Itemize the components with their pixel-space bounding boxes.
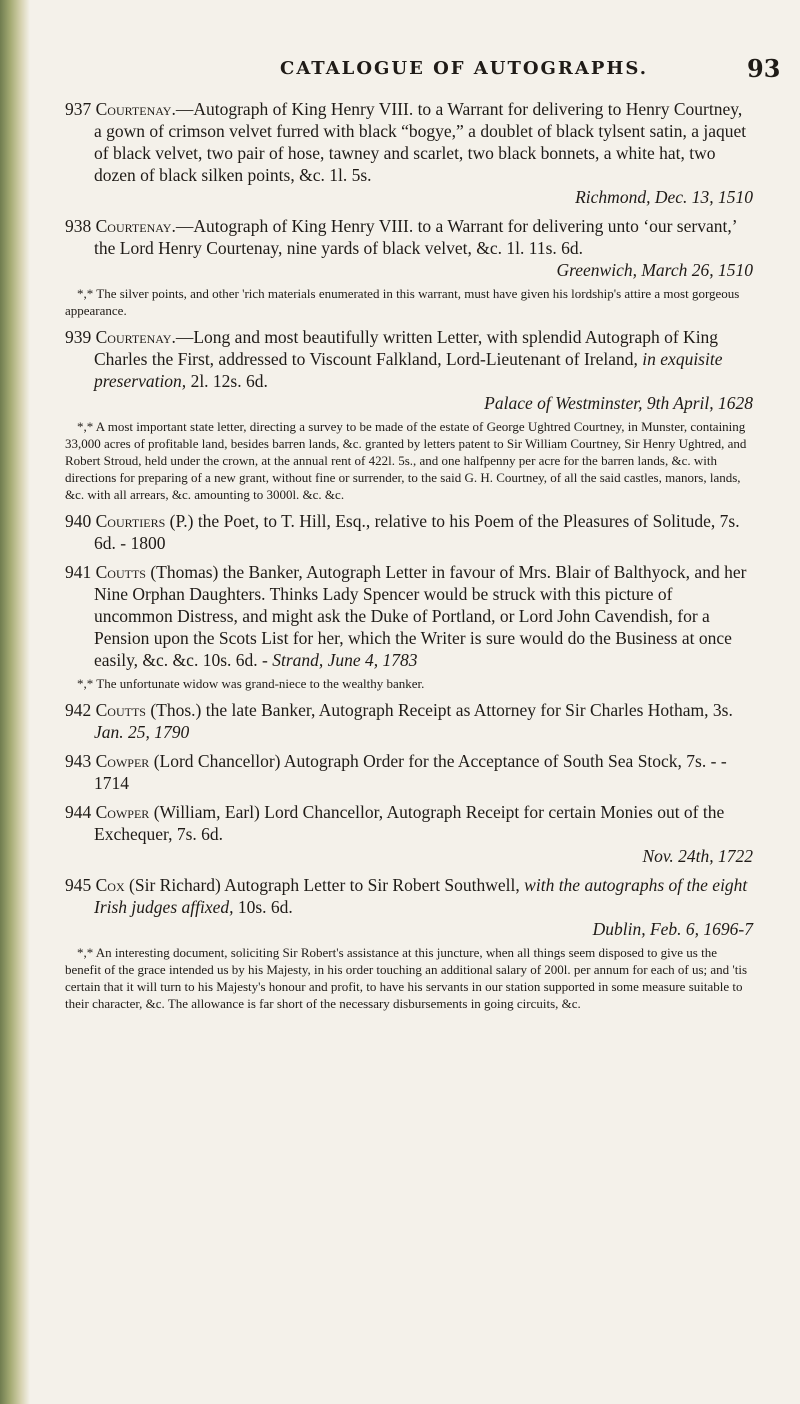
entry-description: (William, Earl) Lord Chancellor, Autograph Receipt for certain Monies out of the Exchequer, 7s. 6d. (94, 802, 725, 844)
entries-list (65, 98, 753, 1019)
entry-name: Courtenay. (95, 216, 176, 236)
entry-942 (65, 699, 753, 743)
entry-place-date: Dublin, Feb. 6, 1696-7 (592, 919, 753, 939)
entry-note: *,* The silver points, and other 'rich materials enumerated in this warrant, must have given his lordship's attire a most gorgeous appearance. (65, 286, 740, 318)
entry-943 (65, 750, 753, 794)
entry-emphasis: with the autographs of the eight Irish judges affixed, (94, 875, 748, 917)
entry-941 (65, 561, 753, 692)
entry-description: (Thos.) the late Banker, Autograph Receipt as Attorney for Sir Charles Hotham, 3s. (150, 700, 733, 720)
entry-place-date: Palace of Westminster, 9th April, 1628 (484, 393, 753, 413)
entry-940 (65, 510, 753, 554)
entry-description: (P.) the Poet, to T. Hill, Esq., relative to his Poem of the Pleasures of Solitude, 7s. 6d. - 1800 (94, 511, 740, 553)
entry-note: *,* An interesting document, soliciting Sir Robert's assistance at this juncture, when all things seem disposed to give us the benefit of the grace intended us by his Majesty, in his order touching an additional salary of 200l. per annum for each of us; and 'tis certain that it will turn to his Majesty's honour and profit, to have his servants in our station supported in some measure suitable to their character, &c. The allowance is far short of the necessary disbursements in going circuits, &c. (65, 945, 748, 1011)
entry-emphasis: in exquisite preservation, (94, 349, 723, 391)
entry-number: 937 (65, 99, 92, 119)
entry-number: 938 (65, 216, 92, 236)
page-header: CATALOGUE OF AUTOGRAPHS. (280, 58, 649, 79)
entry-937 (65, 98, 753, 208)
entry-description: (Thomas) the Banker, Autograph Letter in favour of Mrs. Blair of Balthyock, and her Nine Orphan Daughters. Thinks Lady Spencer would be struck with this picture of uncommon Distress, and might ask the Duke of Portland, or Lord John Cavendish, for a Pension upon the Scots List for her, which the Writer is sure would do the Business at once easily, &c. &c. 10s. 6d. - (94, 562, 747, 670)
entry-name: Courtenay. (95, 327, 176, 347)
entry-939 (65, 326, 753, 503)
entry-name: Cox (95, 875, 125, 895)
entry-place-date: Greenwich, March 26, 1510 (556, 260, 753, 280)
book-binding-edge (0, 0, 30, 1404)
entry-note: *,* The unfortunate widow was grand-niece to the wealthy banker. (77, 676, 425, 691)
entry-description: (Lord Chancellor) Autograph Order for the Acceptance of South Sea Stock, 7s. - - 1714 (94, 751, 727, 793)
entry-number: 944 (65, 802, 92, 822)
entry-price: 2l. 12s. 6d. (190, 371, 268, 391)
entry-945 (65, 874, 753, 1012)
entry-description: —Autograph of King Henry VIII. to a Warrant for delivering to Henry Courtney, a gown of crimson velvet furred with black “bogye,” a doublet of black tylsent satin, a jaquet of black velvet, two pair of hose, tawney and scarlet, two black bonnets, a white hat, two dozen of black silken points, &c. 1l. 5s. (94, 99, 747, 185)
entry-place-date: Jan. 25, 1790 (94, 722, 190, 742)
entry-description: —Autograph of King Henry VIII. to a Warrant for delivering unto ‘our servant,’ the Lord Henry Courtenay, nine yards of black velvet, &c. 1l. 11s. 6d. (94, 216, 737, 258)
page-number: 93 (747, 54, 781, 83)
entry-number: 941 (65, 562, 92, 582)
entry-number: 943 (65, 751, 92, 771)
entry-description: (Sir Richard) Autograph Letter to Sir Robert Southwell, (129, 875, 520, 895)
entry-note: *,* A most important state letter, directing a survey to be made of the estate of George Ughtred Courtney, in Munster, containing 33,000 acres of profitable land, besides barren lands, &c. granted by letters patent to Sir William Courtney, Sir Henry Ughtred, and Robert Stroud, held under the crown, at the annual rent of 422l. 5s., and one halfpenny per acre for the barren lands, &c. with directions for preparing of a new grant, without fine or surrender, to the said G. H. Courtney, of all the said castles, manors, lands, &c. with all arrears, &c. amounting to 3000l. &c. &c. (65, 419, 747, 502)
entry-place-date: Richmond, Dec. 13, 1510 (575, 187, 753, 207)
entry-number: 939 (65, 327, 92, 347)
entry-name: Courtiers (95, 511, 166, 531)
entry-price: 10s. 6d. (237, 897, 293, 917)
entry-place-date: Strand, June 4, 1783 (272, 650, 418, 670)
entry-number: 940 (65, 511, 92, 531)
entry-name: Cowper (95, 802, 150, 822)
entry-description: —Long and most beautifully written Letter, with splendid Autograph of King Charles the First, addressed to Viscount Falkland, Lord-Lieutenant of Ireland, (94, 327, 719, 369)
entry-name: Courtenay. (95, 99, 176, 119)
entry-938 (65, 215, 753, 319)
entry-place-date: Nov. 24th, 1722 (642, 846, 753, 866)
entry-944 (65, 801, 753, 867)
entry-name: Coutts (95, 700, 146, 720)
entry-number: 942 (65, 700, 92, 720)
entry-number: 945 (65, 875, 92, 895)
entry-name: Cowper (95, 751, 150, 771)
entry-name: Coutts (95, 562, 146, 582)
